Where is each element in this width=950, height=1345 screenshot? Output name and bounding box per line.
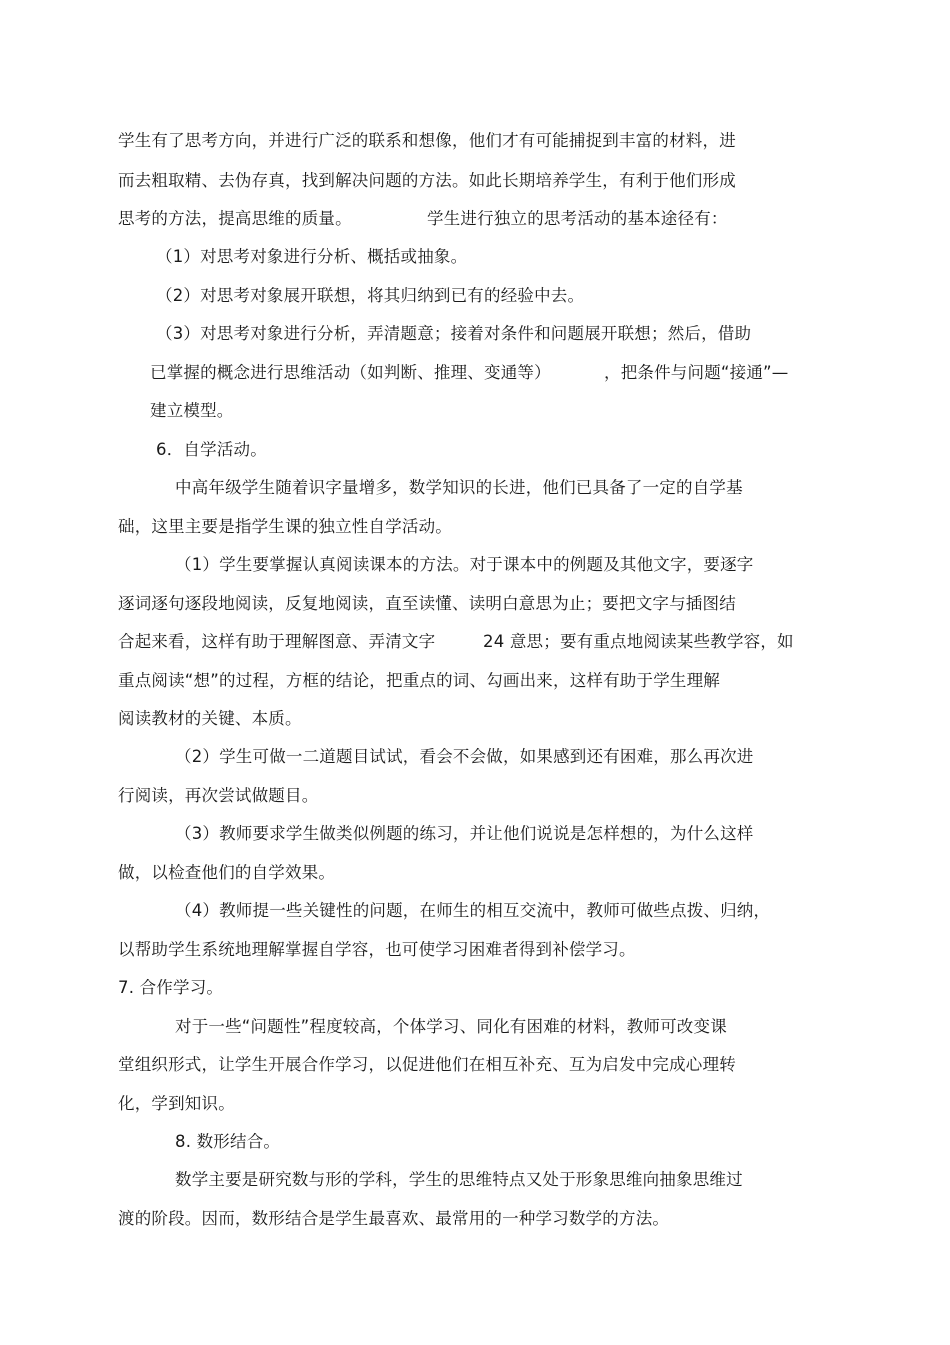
text-line: 中高年级学生随着识字量增多，数学知识的长进，他们已具备了一定的自学基 [175,478,743,497]
text-line: 化，学到知识。 [118,1094,235,1113]
text-line: （2）对思考对象展开联想，将其归纳到已有的经验中去。 [156,286,585,305]
text-line: 学生有了思考方向，并进行广泛的联系和想像，他们才有可能捕捉到丰富的材料，进 [118,131,736,150]
text-line: 合起来看，这样有助于理解图意、弄清文字 [118,632,436,651]
text-line: 以帮助学生系统地理解掌握自学容，也可使学习困难者得到补偿学习。 [118,940,636,959]
text-line: 对于一些“问题性”程度较高，个体学习、同化有困难的材料，教师可改变课 [175,1017,727,1036]
section-heading: 6．自学活动。 [156,440,267,459]
text-line: 思考的方法，提高思维的质量。 [118,209,352,228]
text-line: 渡的阶段。因而，数形结合是学生最喜欢、最常用的一种学习数学的方法。 [118,1209,670,1228]
text-line: 行阅读，再次尝试做题目。 [118,786,319,805]
text-line: ，把条件与问题“接通”— [604,363,789,382]
text-line: 阅读教材的关键、本质。 [118,709,302,728]
text-line: 数学主要是研究数与形的学科，学生的思维特点又处于形象思维向抽象思维过 [175,1170,743,1189]
section-heading: 8. 数形结合。 [175,1132,281,1151]
section-heading: 7. 合作学习。 [118,978,224,997]
text-line: 而去粗取精、去伪存真，找到解决问题的方法。如此长期培养学生，有利于他们形成 [118,171,736,190]
text-line: （3）对思考对象进行分析，弄清题意；接着对条件和问题展开联想；然后，借助 [156,324,752,343]
text-line: 做，以检查他们的自学效果。 [118,863,336,882]
text-line: （1）对思考对象进行分析、概括或抽象。 [156,247,468,266]
text-line: （2）学生可做一二道题目试试，看会不会做，如果感到还有困难，那么再次进 [175,747,754,766]
text-line: （3）教师要求学生做类似例题的练习，并让他们说说是怎样想的，为什么这样 [175,824,754,843]
text-line: 建立模型。 [150,401,234,420]
text-line: （1）学生要掌握认真阅读课本的方法。对于课本中的例题及其他文字，要逐字 [175,555,754,574]
text-line: 已掌握的概念进行思维活动（如判断、推理、变通等） [150,363,551,382]
text-line: 重点阅读“想”的过程，方框的结论，把重点的词、勾画出来，这样有助于学生理解 [118,671,720,690]
text-line: 24 意思；要有重点地阅读某些教学容，如 [483,632,794,651]
text-line: 础，这里主要是指学生课的独立性自学活动。 [118,517,452,536]
text-line: 逐词逐句逐段地阅读，反复地阅读，直至读懂、读明白意思为止；要把文字与插图结 [118,594,736,613]
text-line: （4）教师提一些关键性的问题，在师生的相互交流中，教师可做些点拨、归纳， [175,901,771,920]
text-line: 堂组织形式，让学生开展合作学习，以促进他们在相互补充、互为启发中完成心理转 [118,1055,736,1074]
text-line: 学生进行独立的思考活动的基本途径有： [427,209,728,228]
